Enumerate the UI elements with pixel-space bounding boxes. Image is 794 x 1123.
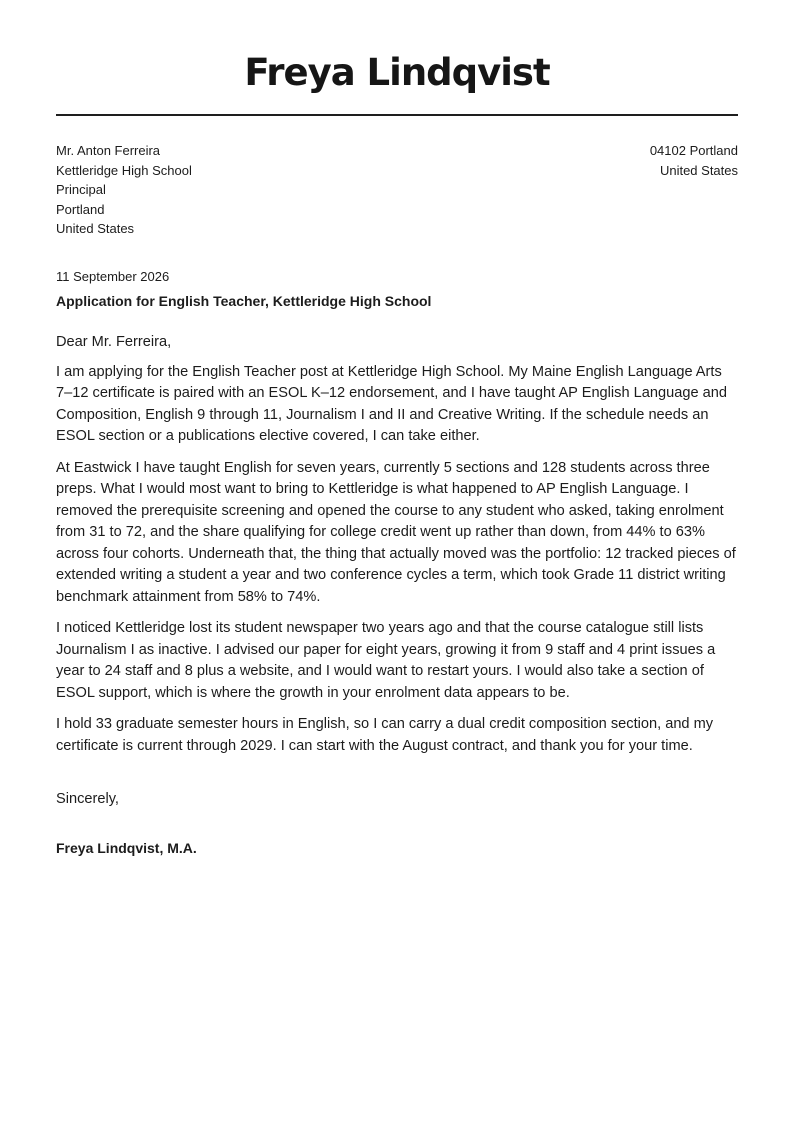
recipient-address <box>56 141 192 239</box>
recipient-city: Portland <box>56 201 105 217</box>
salutation: Dear Mr. Ferreira, <box>56 333 172 350</box>
address-section <box>56 141 738 239</box>
sender-country: United States <box>659 162 738 178</box>
body-paragraph: I am applying for the English Teacher post at Kettleridge High School. My Maine English Language Arts 7–12 certificate is paired with an ESOL K–12 endorsement, and I have taught AP English Language and Composition, English 9 through 11, Journalism I and II and Creative Writing. If the schedule needs an ESOL section or a publications elective covered, I can take either. <box>56 363 727 445</box>
recipient-country: United States <box>56 221 135 237</box>
sender-address <box>650 141 738 239</box>
recipient-title: Principal <box>56 182 106 198</box>
letter-subject: Application for English Teacher, Kettleridge High School <box>56 292 432 309</box>
closing: Sincerely, <box>56 791 119 808</box>
sender-city: 04102 Portland <box>649 143 738 158</box>
recipient-organization: Kettleridge High School <box>56 162 192 178</box>
signature: Freya Lindqvist, M.A. <box>56 840 197 857</box>
body-paragraph: At Eastwick I have taught English for seven years, currently 5 sections and 128 students across three preps. What I would most want to bring to Kettleridge is what happened to AP English Language. I removed the prerequisite screening and opened the course to any student who asked, taking enrolment from 31 to 72, and the share qualifying for college credit went up rather than down, from 44% to 63% across four cohorts. Underneath that, the thing that actually moved was the portfolio: 12 tracked pieces of extended writing a student a year and two conference cycles a term, which took Grade 11 district writing benchmark attainment from 58% to 74%. <box>56 459 736 605</box>
applicant-name: Freya Lindqvist <box>244 51 550 94</box>
body-paragraph: I hold 33 graduate semester hours in English, so I can carry a dual credit composition section, and my certificate is current through 2029. I can start with the August contract, and thank you for your time. <box>56 716 714 754</box>
letter-date: 11 September 2026 <box>56 268 170 284</box>
header-divider <box>56 114 738 116</box>
letter-body <box>56 362 738 758</box>
recipient-name: Mr. Anton Ferreira <box>56 143 161 158</box>
body-paragraph: I noticed Kettleridge lost its student newspaper two years ago and that the course catalogue still lists Journalism I as inactive. I advised our paper for eight years, growing it from 9 staff and 4 print issues a year to 24 staff and 8 plus a website, and I would want to restart yours. I would also take a section of ESOL support, which is where the growth in your enrolment data appears to be. <box>56 620 716 701</box>
